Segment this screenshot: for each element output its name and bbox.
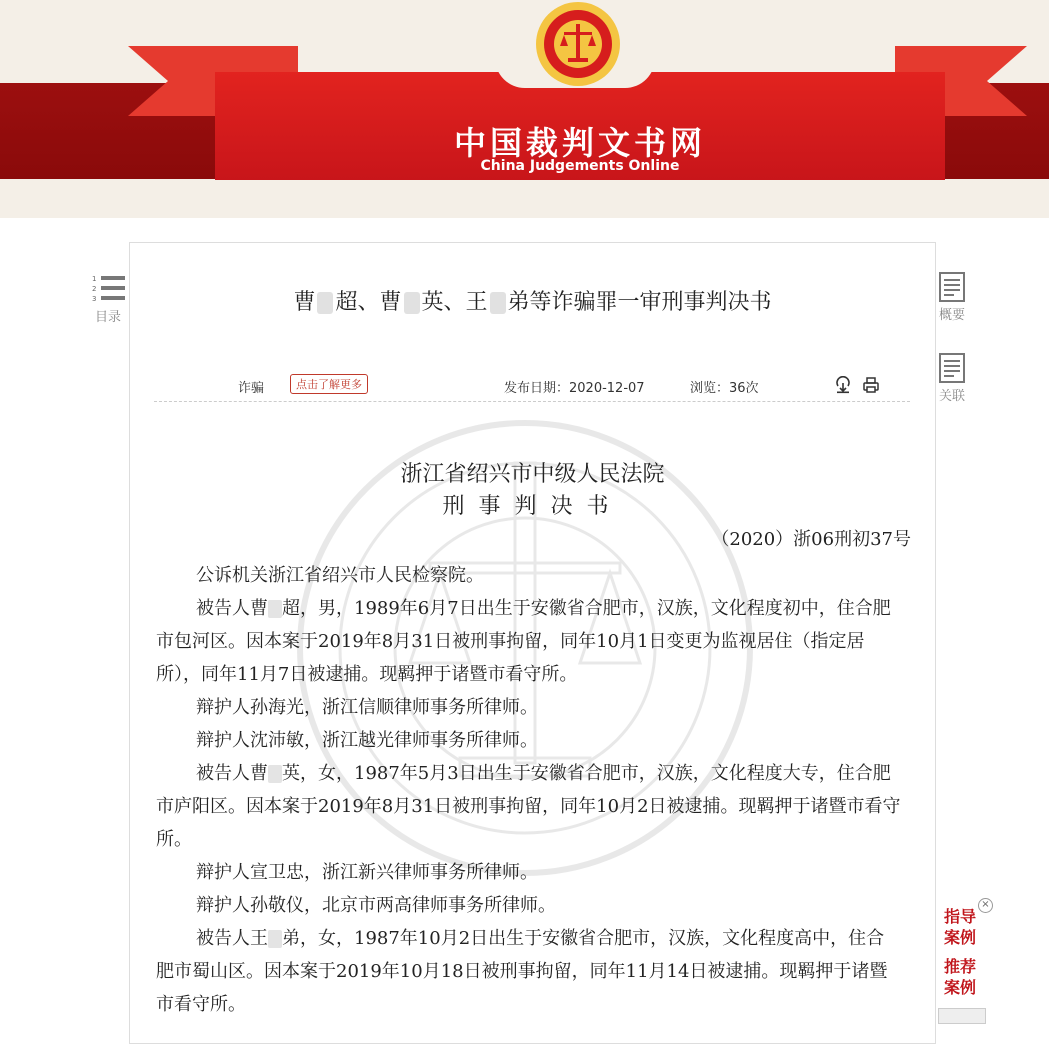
title-part-1: 曹 [293, 290, 316, 315]
publish-date: 发布日期：2020-12-07 [504, 381, 645, 396]
redaction-mark [404, 292, 420, 314]
overview-label: 概要 [939, 308, 966, 323]
learn-more-button[interactable]: 点击了解更多 [290, 374, 368, 394]
paragraph-text: 被告人王 [196, 928, 268, 949]
redaction-mark [268, 765, 282, 783]
numbered-list-icon [90, 274, 126, 304]
view-count: 浏览：36次 [690, 381, 759, 396]
site-title[interactable]: 中国裁判文书网 [453, 124, 706, 162]
court-name: 浙江省绍兴市中级人民法院 [400, 462, 665, 487]
title-part-3: 英、王 [421, 290, 488, 315]
related-button[interactable] [939, 353, 965, 404]
paragraph [156, 592, 901, 691]
related-documents-icon [939, 353, 965, 383]
site-header-banner [0, 0, 1049, 218]
related-label: 关联 [939, 389, 966, 404]
document-kind: 刑事判决书 [442, 494, 623, 519]
paragraph [156, 856, 901, 889]
document-panel [129, 242, 936, 1044]
print-icon[interactable] [862, 376, 880, 394]
document-title [130, 285, 935, 316]
paragraph-text: 被告人曹 [196, 763, 268, 784]
redaction-mark [268, 930, 282, 948]
paragraph-text: 弟，女，1987年10月2日出生于安徽省合肥市，汉族，文化程度高中，住合肥市蜀山区。因本案于2019年10月18日被刑事拘留，同年11月14日被逮捕。现羁押于诸暨市看守所。 [156, 928, 888, 1015]
court-emblem-icon [534, 0, 622, 88]
svg-text:2: 2 [92, 285, 97, 293]
document-overview-icon [939, 272, 965, 302]
paragraph-text: 超，男，1989年6月7日出生于安徽省合肥市，汉族，文化程度初中，住合肥市包河区。因本案于2019年8月31日被刑事拘留，同年10月1日变更为监视居住（指定居所），同年11月7日被逮捕。现羁押于诸暨市看守所。 [156, 598, 891, 685]
paragraph-text: 辩护人沈沛敏，浙江越光律师事务所律师。 [196, 730, 538, 751]
paragraph [156, 922, 901, 1021]
overview-button[interactable] [939, 272, 965, 323]
paragraph-text: 公诉机关浙江省绍兴市人民检察院。 [196, 565, 484, 586]
document-body [156, 559, 901, 1021]
recommended-cases-link[interactable]: 推荐案例 [944, 957, 977, 997]
close-float-links-button[interactable]: × [978, 898, 993, 913]
site-subtitle: China Judgements Online [480, 158, 680, 174]
float-links [944, 906, 984, 1006]
back-to-top-button[interactable] [938, 1008, 986, 1024]
redaction-mark [490, 292, 506, 314]
guide-cases-link[interactable]: 指导案例 [944, 907, 977, 947]
paragraph [156, 889, 901, 922]
redaction-mark [317, 292, 333, 314]
paragraph-text: 被告人曹 [196, 598, 268, 619]
toc-label: 目录 [94, 310, 121, 325]
paragraph [156, 559, 901, 592]
title-part-2: 超、曹 [335, 290, 402, 315]
paragraph [156, 691, 901, 724]
paragraph [156, 757, 901, 856]
title-part-4: 弟等诈骗罪一审刑事判决书 [507, 290, 772, 315]
paragraph-text: 英，女，1987年5月3日出生于安徽省合肥市，汉族，文化程度大专，住合肥市庐阳区。因本案于2019年8月31日被刑事拘留，同年10月2日被逮捕。现羁押于诸暨市看守所。 [156, 763, 901, 850]
case-number: （2020）浙06刑初37号 [711, 529, 911, 550]
paragraph-text: 辩护人孙敬仪，北京市两高律师事务所律师。 [196, 895, 556, 916]
paragraph-text: 辩护人孙海光，浙江信顺律师事务所律师。 [196, 697, 538, 718]
redaction-mark [268, 600, 282, 618]
toc-button[interactable] [90, 274, 126, 325]
paragraph-text: 辩护人宣卫忠，浙江新兴律师事务所律师。 [196, 862, 538, 883]
paragraph [156, 724, 901, 757]
crime-tag[interactable]: 诈骗 [238, 381, 265, 396]
svg-text:1: 1 [92, 275, 97, 283]
svg-text:3: 3 [92, 295, 97, 303]
download-icon[interactable] [834, 376, 852, 394]
document-meta-row [154, 373, 910, 402]
